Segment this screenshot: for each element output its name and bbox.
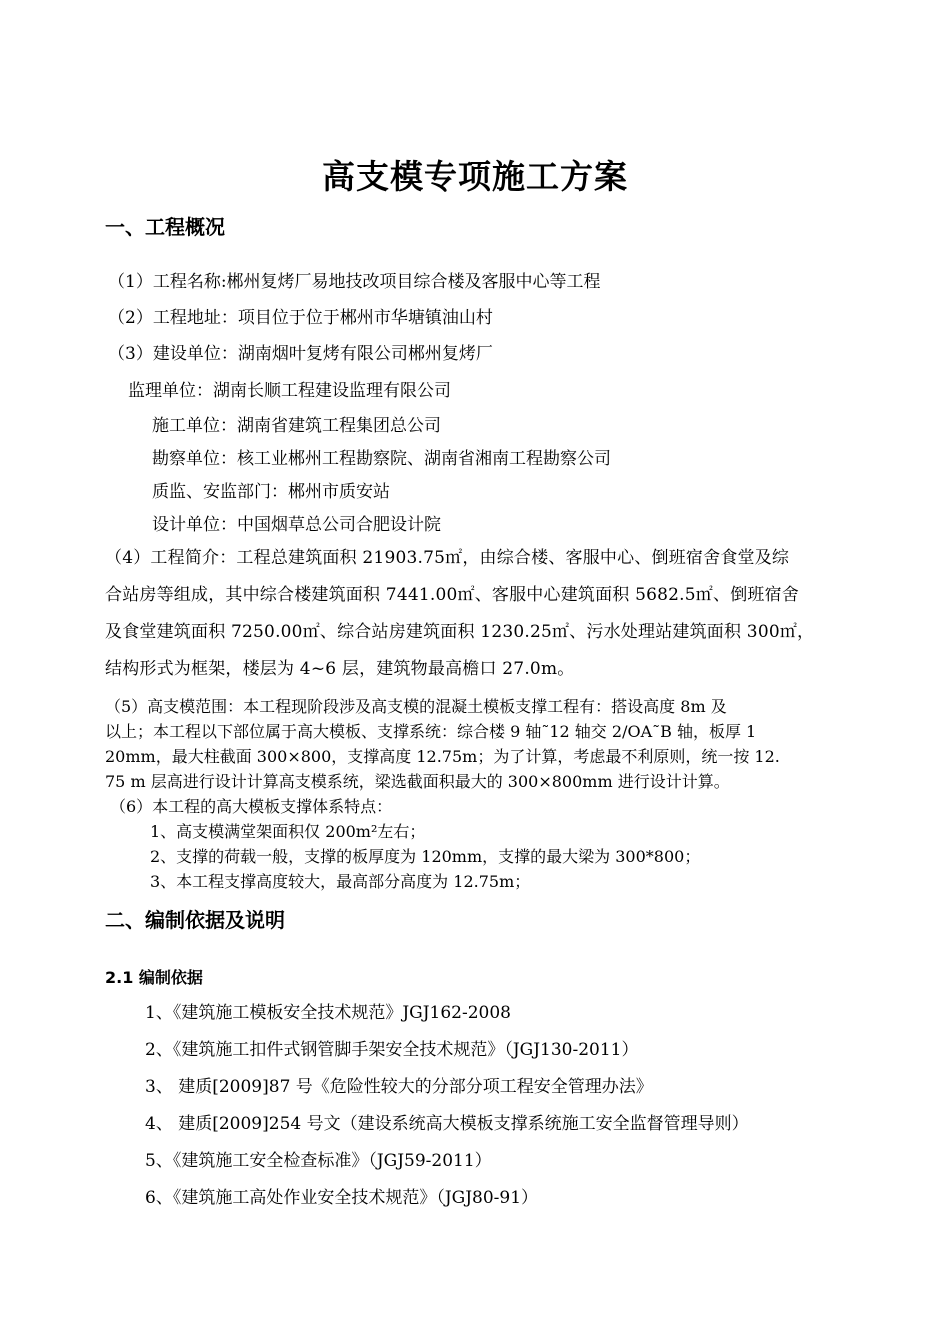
text-line: 结构形式为框架，楼层为 4~6 层，建筑物最高檐口 27.0m。 xyxy=(105,659,575,679)
text-line: 2、支撑的荷载一般，支撑的板厚度为 120mm，支撑的最大梁为 300*800； xyxy=(150,847,701,866)
text-line: 以上；本工程以下部位属于高大模板、支撑系统：综合楼 9 轴˜12 轴交 2/OA˜B 轴，板厚 1 xyxy=(105,722,757,741)
text-line: 及食堂建筑面积 7250.00㎡、综合站房建筑面积 1230.25㎡、污水处理站建筑面积 300㎡， xyxy=(105,622,815,642)
text-line: 监理单位：湖南长顺工程建设监理有限公司 xyxy=(128,381,451,401)
section-heading-basis: 二、编制依据及说明 xyxy=(105,908,285,932)
text-line: （3）建设单位：湖南烟叶复烤有限公司郴州复烤厂 xyxy=(108,344,493,364)
text-line: （5）高支模范围：本工程现阶段涉及高支模的混凝土模板支撑工程有：搭设高度 8m 及 xyxy=(105,697,727,716)
reference-item: 6、《建筑施工高处作业安全技术规范》（JGJ80-91） xyxy=(145,1188,539,1208)
text-line: （4）工程简介：工程总建筑面积 21903.75㎡，由综合楼、客服中心、倒班宿舍食堂及综 xyxy=(105,548,790,568)
text-line: 3、本工程支撑高度较大，最高部分高度为 12.75m； xyxy=(150,872,531,891)
text-line: 设计单位：中国烟草总公司合肥设计院 xyxy=(152,515,441,535)
text-line: （2）工程地址：项目位于位于郴州市华塘镇油山村 xyxy=(108,308,493,328)
text-line: 勘察单位：核工业郴州工程勘察院、湖南省湘南工程勘察公司 xyxy=(152,449,611,469)
reference-item: 3、 建质[2009]87 号《危险性较大的分部分项工程安全管理办法》 xyxy=(145,1077,653,1097)
text-line: 质监、安监部门：郴州市质安站 xyxy=(152,482,390,502)
text-line: 1、高支模满堂架面积仅 200m²左右； xyxy=(150,822,426,841)
reference-item: 4、 建质[2009]254 号文（建设系统高大模板支撑系统施工安全监督管理导则） xyxy=(145,1114,749,1134)
reference-item: 2、《建筑施工扣件式钢管脚手架安全技术规范》（JGJ130-2011） xyxy=(145,1040,639,1060)
document-title: 高支模专项施工方案 xyxy=(322,157,628,196)
text-line: 20mm，最大柱截面 300×800，支撑高度 12.75m；为了计算，考虑最不利原则，统一按 12. xyxy=(105,747,780,766)
reference-item: 1、《建筑施工模板安全技术规范》JGJ162-2008 xyxy=(145,1003,511,1023)
text-line: 合站房等组成，其中综合楼建筑面积 7441.00㎡、客服中心建筑面积 5682.5㎡、倒班宿舍 xyxy=(105,585,799,605)
text-line: 75 m 层高进行设计计算高支模系统，梁选截面积最大的 300×800mm 进行设计计算。 xyxy=(105,772,730,791)
text-line: （1）工程名称:郴州复烤厂易地技改项目综合楼及客服中心等工程 xyxy=(108,272,601,292)
subsection-heading: 2.1 编制依据 xyxy=(105,968,203,987)
reference-item: 5、《建筑施工安全检查标准》（JGJ59-2011） xyxy=(145,1151,492,1171)
text-line: 施工单位：湖南省建筑工程集团总公司 xyxy=(152,416,441,436)
text-line: （6）本工程的高大模板支撑体系特点： xyxy=(110,797,393,816)
section-heading-overview: 一、工程概况 xyxy=(105,215,225,239)
